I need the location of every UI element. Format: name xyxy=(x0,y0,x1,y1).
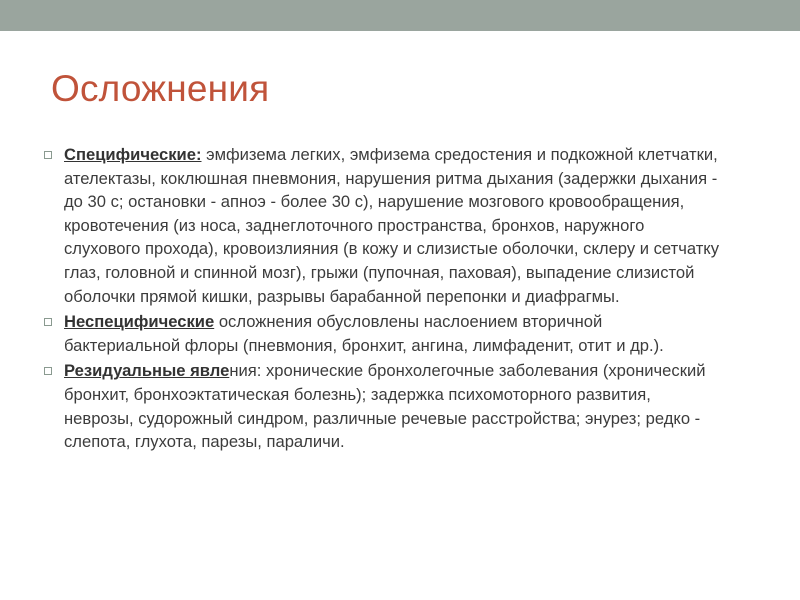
list-item-specific xyxy=(42,143,722,308)
square-bullet-icon xyxy=(44,151,52,159)
item-text: : хронические бронхолегочные заболевания (хронический бронхит, бронхоэктатическая болезнь); задержка психомоторного развития, неврозы, судорожный синдром, различные речевые расстройства; энурез; редко - слепота, глухота, парезы, параличи. xyxy=(64,361,706,452)
square-bullet-icon xyxy=(44,367,52,375)
item-text: осложнения обусловлены наслоением вторичной бактериальной флоры (пневмония, бронхит, ангина, лимфаденит, отит и др.). xyxy=(64,312,664,355)
top-bar xyxy=(0,0,800,31)
term-residual-rest: ния xyxy=(229,361,257,381)
item-text: эмфизема легких, эмфизема средостения и подкожной клетчатки, ателектазы, коклюшная пневмония, нарушения ритма дыхания (задержки дыхания - до 30 с; остановки - апноэ - более 30 с), нарушение мозгового кровообращения, кровотечения (из носа, заднеглоточного пространства, бронхов, наружного слухового прохода), кровоизлияния (в кожу и слизистые оболочки, склеру и сетчатку глаз, головной и спинной мозг), грыжи (пупочная, паховая), выпадение слизистой оболочки прямой кишки, разрывы барабанной перепонки и диафрагмы. xyxy=(64,145,720,306)
slide-title: Осложнения xyxy=(51,68,270,109)
list-item-residual xyxy=(42,359,722,453)
term-specific: Специфические: xyxy=(64,145,202,164)
square-bullet-icon xyxy=(44,318,52,326)
term-residual: Резидуальные явле xyxy=(64,361,230,381)
list-item-nonspecific xyxy=(42,310,722,357)
term-nonspecific: Неспецифические xyxy=(64,312,215,332)
slide-content xyxy=(42,143,722,454)
